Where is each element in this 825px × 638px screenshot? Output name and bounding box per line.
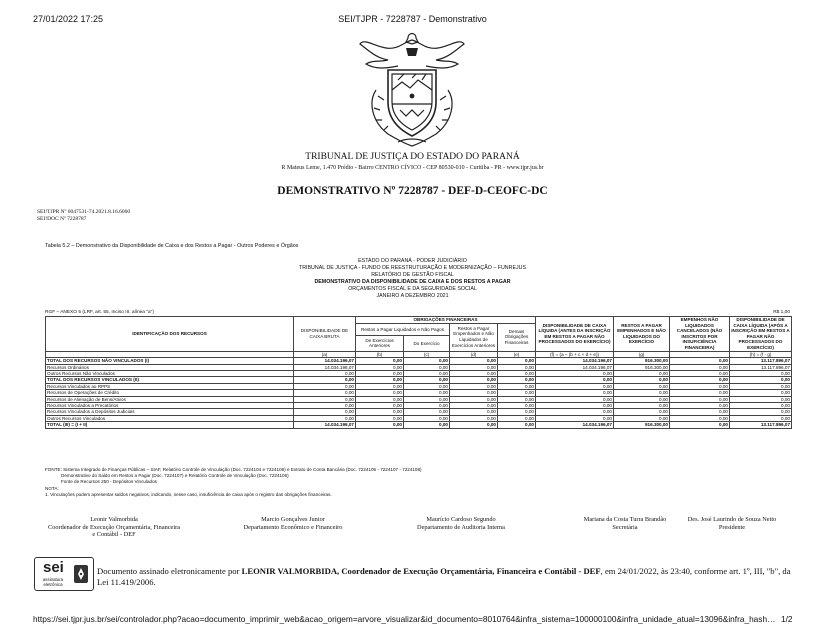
col-demais-header: Demais Obrigações Financeiras xyxy=(498,323,536,351)
value-cell: 13.117.896,07 xyxy=(730,358,792,364)
demo-note-1: Demonstrativo do Saldo em Restos a Pagar (Doc. 7224107) e Relatório Controle de Vinculação (Doc. 7224106) xyxy=(61,473,289,479)
value-cell: 0,00 xyxy=(498,415,536,421)
signer-name: Marcio Gonçalves Junior xyxy=(261,516,325,523)
value-cell: 0,00 xyxy=(670,358,730,364)
sei-logo-word: sei xyxy=(43,559,64,576)
signer-role: Departamento Econômico e Financeiro xyxy=(243,523,343,531)
row-label: TOTAL (III) = (I + II) xyxy=(46,422,294,428)
row-label: TOTAL DOS RECURSOS NÃO VINCULADOS (I) xyxy=(46,358,294,364)
value-cell: 0,00 xyxy=(450,409,498,415)
value-cell: 13.117.896,07 xyxy=(730,364,792,370)
value-cell: 0,00 xyxy=(450,415,498,421)
value-cell: 0,00 xyxy=(536,383,614,389)
value-cell: 0,00 xyxy=(498,383,536,389)
value-cell: 0,00 xyxy=(356,358,404,364)
esign-signer: LEONIR VALMORBIDA, Coordenador de Execução Orçamentária, Financeira e Contábil - DEF xyxy=(241,566,601,576)
signer-role: Presidente xyxy=(718,523,746,531)
value-cell: 14.034.196,07 xyxy=(294,358,356,364)
value-cell: 0,00 xyxy=(498,396,536,402)
col-disp-liq-header: DISPONIBILIDADE DE CAIXA LÍQUIDA (ANTES DA INSCRIÇÃO EM RESTOS A PAGAR NÃO PROCESSADOS DO EXERCÍCIO) xyxy=(536,317,614,352)
entity-name: TRIBUNAL DE JUSTIÇA - FUNDO DE REESTRUTURAÇÃO E MODERNIZAÇÃO – FUNREJUS xyxy=(298,265,526,271)
col-rp-emp-header: Restos a Pagar Empenhados e Não Liquidados de Exercícios Anteriores xyxy=(450,323,498,351)
value-cell: 0,00 xyxy=(404,409,450,415)
value-cell: 14.034.196,07 xyxy=(536,422,614,428)
value-cell: 0,00 xyxy=(536,415,614,421)
sub-rp-liq-header: Restos a Pagar Liquidados e Não Pagos xyxy=(356,323,450,336)
signature-block xyxy=(228,516,358,531)
value-cell: 0,00 xyxy=(404,358,450,364)
group-obrig-header: OBRIGAÇÕES FINANCEIRAS xyxy=(356,317,536,324)
value-cell: 0,00 xyxy=(730,415,792,421)
table-row xyxy=(46,422,792,428)
browser-page-title: SEI/TJPR - 7228787 - Demonstrativo xyxy=(338,14,487,24)
row-label: Outros Recursos Vinculados xyxy=(46,415,294,421)
value-cell: 0,00 xyxy=(730,370,792,376)
value-cell: 0,00 xyxy=(356,396,404,402)
document-title: DEMONSTRATIVO Nº 7228787 - DEF-D-CEOFC-DC xyxy=(277,185,548,197)
value-cell: 0,00 xyxy=(614,390,670,396)
value-cell: 0,00 xyxy=(356,409,404,415)
value-cell: 0,00 xyxy=(450,364,498,370)
value-cell: 0,00 xyxy=(294,383,356,389)
value-cell: 916.300,00 xyxy=(614,364,670,370)
col-rp-nao-liq-header: RESTOS A PAGAR EMPENHADOS E NÃO LIQUIDADOS DO EXERCÍCIO xyxy=(614,317,670,352)
value-cell: 0,00 xyxy=(404,422,450,428)
value-cell: 0,00 xyxy=(498,422,536,428)
row-label: Recursos de Alienação de Bens/Ativos xyxy=(46,396,294,402)
court-name: TRIBUNAL DE JUSTIÇA DO ESTADO DO PARANÁ xyxy=(305,152,520,162)
value-cell: 0,00 xyxy=(670,370,730,376)
sei-electronic-signature-logo xyxy=(34,557,94,591)
value-cell: 0,00 xyxy=(294,415,356,421)
value-cell: 916.300,00 xyxy=(614,422,670,428)
process-number: SEI!TJPR Nº 0047531-74.2021.8.16.6000 xyxy=(37,209,131,215)
value-cell: 0,00 xyxy=(294,370,356,376)
document-identifiers xyxy=(37,209,130,223)
value-cell: 0,00 xyxy=(294,409,356,415)
budget-name: ORÇAMENTOS FISCAL E DA SEGURIDADE SOCIAL xyxy=(348,286,477,292)
pen-nib-icon xyxy=(73,564,89,584)
esign-suffix: , em 24/01/2022, às 23:40, conforme art. 1º, III, "b", da Lei 11.419/2006. xyxy=(97,566,791,587)
value-cell: 0,00 xyxy=(356,370,404,376)
row-label: Recursos Vinculados a Precatórios xyxy=(46,403,294,409)
cash-availability-table xyxy=(45,316,792,429)
code-cell xyxy=(670,351,730,358)
signer-role: Coordenador de Execução Orçamentária, Financeira e Contábil - DEF xyxy=(48,523,180,539)
value-cell: 0,00 xyxy=(730,396,792,402)
value-cell: 0,00 xyxy=(670,377,730,383)
value-cell: 14.034.196,07 xyxy=(294,422,356,428)
seidoc-number: SEI!DOC Nº 7228787 xyxy=(37,216,87,222)
annex-reference: RGF – ANEXO 5 (LRF, art. 55, Inciso III, alínea "a") xyxy=(45,310,154,315)
value-cell: 0,00 xyxy=(404,396,450,402)
print-datetime: 27/01/2022 17:25 xyxy=(33,14,104,24)
col-disp-bruta-header: DISPONIBILIDADE DE CAIXA BRUTA xyxy=(294,317,356,352)
value-cell: 916.300,00 xyxy=(614,358,670,364)
table-codes-row xyxy=(46,351,792,358)
value-cell: 0,00 xyxy=(356,403,404,409)
value-cell: 0,00 xyxy=(498,370,536,376)
value-cell: 0,00 xyxy=(670,422,730,428)
value-cell: 0,00 xyxy=(450,396,498,402)
value-cell: 0,00 xyxy=(450,377,498,383)
nota-1: 1. Vinculações podem apresentar saldos negativos, indicando, nesse caso, insuficiência de caixa após o registro das obrigações financeiras. xyxy=(45,491,332,497)
code-cell: (h) = (f - g) xyxy=(730,351,792,358)
signer-name: Des. José Laurindo de Souza Netto xyxy=(687,516,777,523)
code-cell: (d) xyxy=(450,351,498,358)
signature-block xyxy=(396,516,526,531)
signer-role: Secretária xyxy=(612,523,638,531)
col-emp-canc-header: EMPENHOS NÃO LIQUIDADOS CANCELADOS (NÃO INSCRITOS POR INSUFICIÊNCIA FINANCEIRA) xyxy=(670,317,730,352)
table-header-row-1 xyxy=(46,317,792,324)
value-cell: 0,00 xyxy=(404,364,450,370)
signature-block xyxy=(560,516,690,531)
value-cell: 0,00 xyxy=(356,364,404,370)
signer-name: Mariana da Costa Turra Brandão xyxy=(583,516,667,523)
report-header xyxy=(0,258,825,300)
value-cell: 0,00 xyxy=(294,377,356,383)
print-url: https://sei.tjpr.jus.br/sei/controlador.php?acao=documento_imprimir_web&acao_origem=arvore_visualizar&id_documento=8010764&infra_sistema=100000100&infra_unidade_atual=13096&infra_hash… xyxy=(33,614,776,624)
report-name: RELATÓRIO DE GESTÃO FISCAL xyxy=(371,272,454,278)
source-note: FONTE: Sistema Integrado de Finanças Públicas – SIAF, Relatório Controle de Vinculação (Doc. 7224104 e 7224106) e Extrato de Conta Bancária (Doc. 7224105 - 7224107 - 7224108) xyxy=(45,467,422,472)
demo-note-2: Fonte de Recursos 250 - Depósitos Vinculados xyxy=(61,479,157,485)
state-name: ESTADO DO PARANÁ - PODER JUDICIÁRIO xyxy=(358,258,467,264)
nota-label: NOTA: xyxy=(45,485,59,491)
code-cell: (f) = (a – (b + c + d + e)) xyxy=(536,351,614,358)
value-cell: 0,00 xyxy=(614,415,670,421)
period: JANEIRO A DEZEMBRO 2021 xyxy=(376,293,449,299)
value-cell: 0,00 xyxy=(498,390,536,396)
report-table-title: Tabela 5.2 – Demonstrativo da Disponibilidade de Caixa e dos Restos a Pagar - Outros Poderes e Órgãos xyxy=(45,243,299,249)
col-exerc-ant-header: De Exercícios Anteriores xyxy=(356,336,404,351)
value-cell: 0,00 xyxy=(670,364,730,370)
row-label: Outros Recursos Não Vinculados xyxy=(46,370,294,376)
value-cell: 0,00 xyxy=(670,383,730,389)
value-cell: 0,00 xyxy=(356,390,404,396)
row-label: TOTAL DOS RECURSOS VINCULADOS (II) xyxy=(46,377,294,383)
code-cell: (a) xyxy=(294,351,356,358)
value-cell: 0,00 xyxy=(498,358,536,364)
value-cell: 0,00 xyxy=(670,409,730,415)
value-cell: 0,00 xyxy=(536,377,614,383)
value-cell: 0,00 xyxy=(498,377,536,383)
value-cell: 0,00 xyxy=(730,409,792,415)
page-number: 1/2 xyxy=(781,614,793,624)
value-cell: 14.034.196,07 xyxy=(294,364,356,370)
value-cell: 0,00 xyxy=(536,403,614,409)
value-cell: 0,00 xyxy=(536,409,614,415)
value-cell: 0,00 xyxy=(670,403,730,409)
table-body xyxy=(46,358,792,428)
value-cell: 0,00 xyxy=(450,390,498,396)
code-cell: (b) xyxy=(356,351,404,358)
code-cell: (g) xyxy=(614,351,670,358)
row-label: Recursos Ordinários xyxy=(46,364,294,370)
value-cell: 0,00 xyxy=(536,370,614,376)
demo-name: DEMONSTRATIVO DA DISPONIBILIDADE DE CAIXA E DOS RESTOS A PAGAR xyxy=(314,279,511,285)
value-cell: 0,00 xyxy=(294,403,356,409)
value-cell: 0,00 xyxy=(294,390,356,396)
court-address: R Mateus Leme, 1.470 Prédio - Bairro CENTRO CÍVICO - CEP 80530-010 - Curitiba - PR - www.tjpr.jus.br xyxy=(281,165,544,171)
value-cell: 0,00 xyxy=(730,377,792,383)
signer-name: Leonir Valmorbida xyxy=(90,516,138,523)
value-cell: 0,00 xyxy=(404,377,450,383)
value-cell: 0,00 xyxy=(450,358,498,364)
value-cell: 0,00 xyxy=(450,370,498,376)
value-cell: 0,00 xyxy=(404,403,450,409)
value-cell: 0,00 xyxy=(614,409,670,415)
signer-role: Departamento de Auditoria Interna xyxy=(417,523,505,531)
value-cell: 0,00 xyxy=(498,403,536,409)
value-cell: 0,00 xyxy=(730,390,792,396)
row-label: Recursos Vinculados a Depósitos Judiciais xyxy=(46,409,294,415)
value-cell: 0,00 xyxy=(730,383,792,389)
value-cell: 0,00 xyxy=(356,422,404,428)
value-cell: 0,00 xyxy=(450,403,498,409)
value-cell: 0,00 xyxy=(614,377,670,383)
code-cell: (c) xyxy=(404,351,450,358)
value-cell: 0,00 xyxy=(614,396,670,402)
value-cell: 14.034.196,07 xyxy=(536,364,614,370)
value-cell: 0,00 xyxy=(404,370,450,376)
value-cell: 13.117.896,07 xyxy=(730,422,792,428)
code-cell: (e) xyxy=(498,351,536,358)
sei-logo-subtitle: assinatura eletrônica xyxy=(42,577,64,587)
value-cell: 0,00 xyxy=(294,396,356,402)
value-cell: 0,00 xyxy=(614,383,670,389)
signature-block xyxy=(46,516,182,539)
row-label: Recursos de Operações de Crédito xyxy=(46,390,294,396)
signer-name: Maurício Cardoso Segundo xyxy=(426,516,496,523)
value-cell: 0,00 xyxy=(536,396,614,402)
parana-coat-of-arms-icon xyxy=(358,30,466,150)
col-exercicio-header: Do Exercício xyxy=(404,336,450,351)
value-cell: 0,00 xyxy=(356,377,404,383)
value-cell: 0,00 xyxy=(404,415,450,421)
value-cell: 0,00 xyxy=(450,422,498,428)
value-cell: 0,00 xyxy=(404,383,450,389)
row-label: Recursos Vinculados ao RPPS xyxy=(46,383,294,389)
electronic-signature-text xyxy=(97,566,797,588)
col-disp-apos-header: DISPONIBILIDADE DE CAIXA LÍQUIDA (APÓS A INSCRIÇÃO EM RESTOS A PAGAR NÃO PROCESSADOS DO EXERCÍCIO) xyxy=(731,317,790,350)
signature-block xyxy=(672,516,792,531)
value-cell: 0,00 xyxy=(356,415,404,421)
value-cell: 0,00 xyxy=(498,409,536,415)
value-cell: 0,00 xyxy=(498,364,536,370)
table-notes xyxy=(45,467,422,498)
value-cell: 14.034.196,07 xyxy=(536,358,614,364)
value-cell: 0,00 xyxy=(614,403,670,409)
value-cell: 0,00 xyxy=(730,403,792,409)
value-cell: 0,00 xyxy=(670,390,730,396)
value-cell: 0,00 xyxy=(670,415,730,421)
col-ident-header: IDENTIFICAÇÃO DOS RECURSOS xyxy=(46,317,294,352)
value-cell: 0,00 xyxy=(404,390,450,396)
currency-unit: R$ 1,00 xyxy=(773,310,790,315)
esign-prefix: Documento assinado eletronicamente por xyxy=(97,566,242,576)
value-cell: 0,00 xyxy=(356,383,404,389)
value-cell: 0,00 xyxy=(450,383,498,389)
value-cell: 0,00 xyxy=(670,396,730,402)
value-cell: 0,00 xyxy=(614,370,670,376)
value-cell: 0,00 xyxy=(536,390,614,396)
